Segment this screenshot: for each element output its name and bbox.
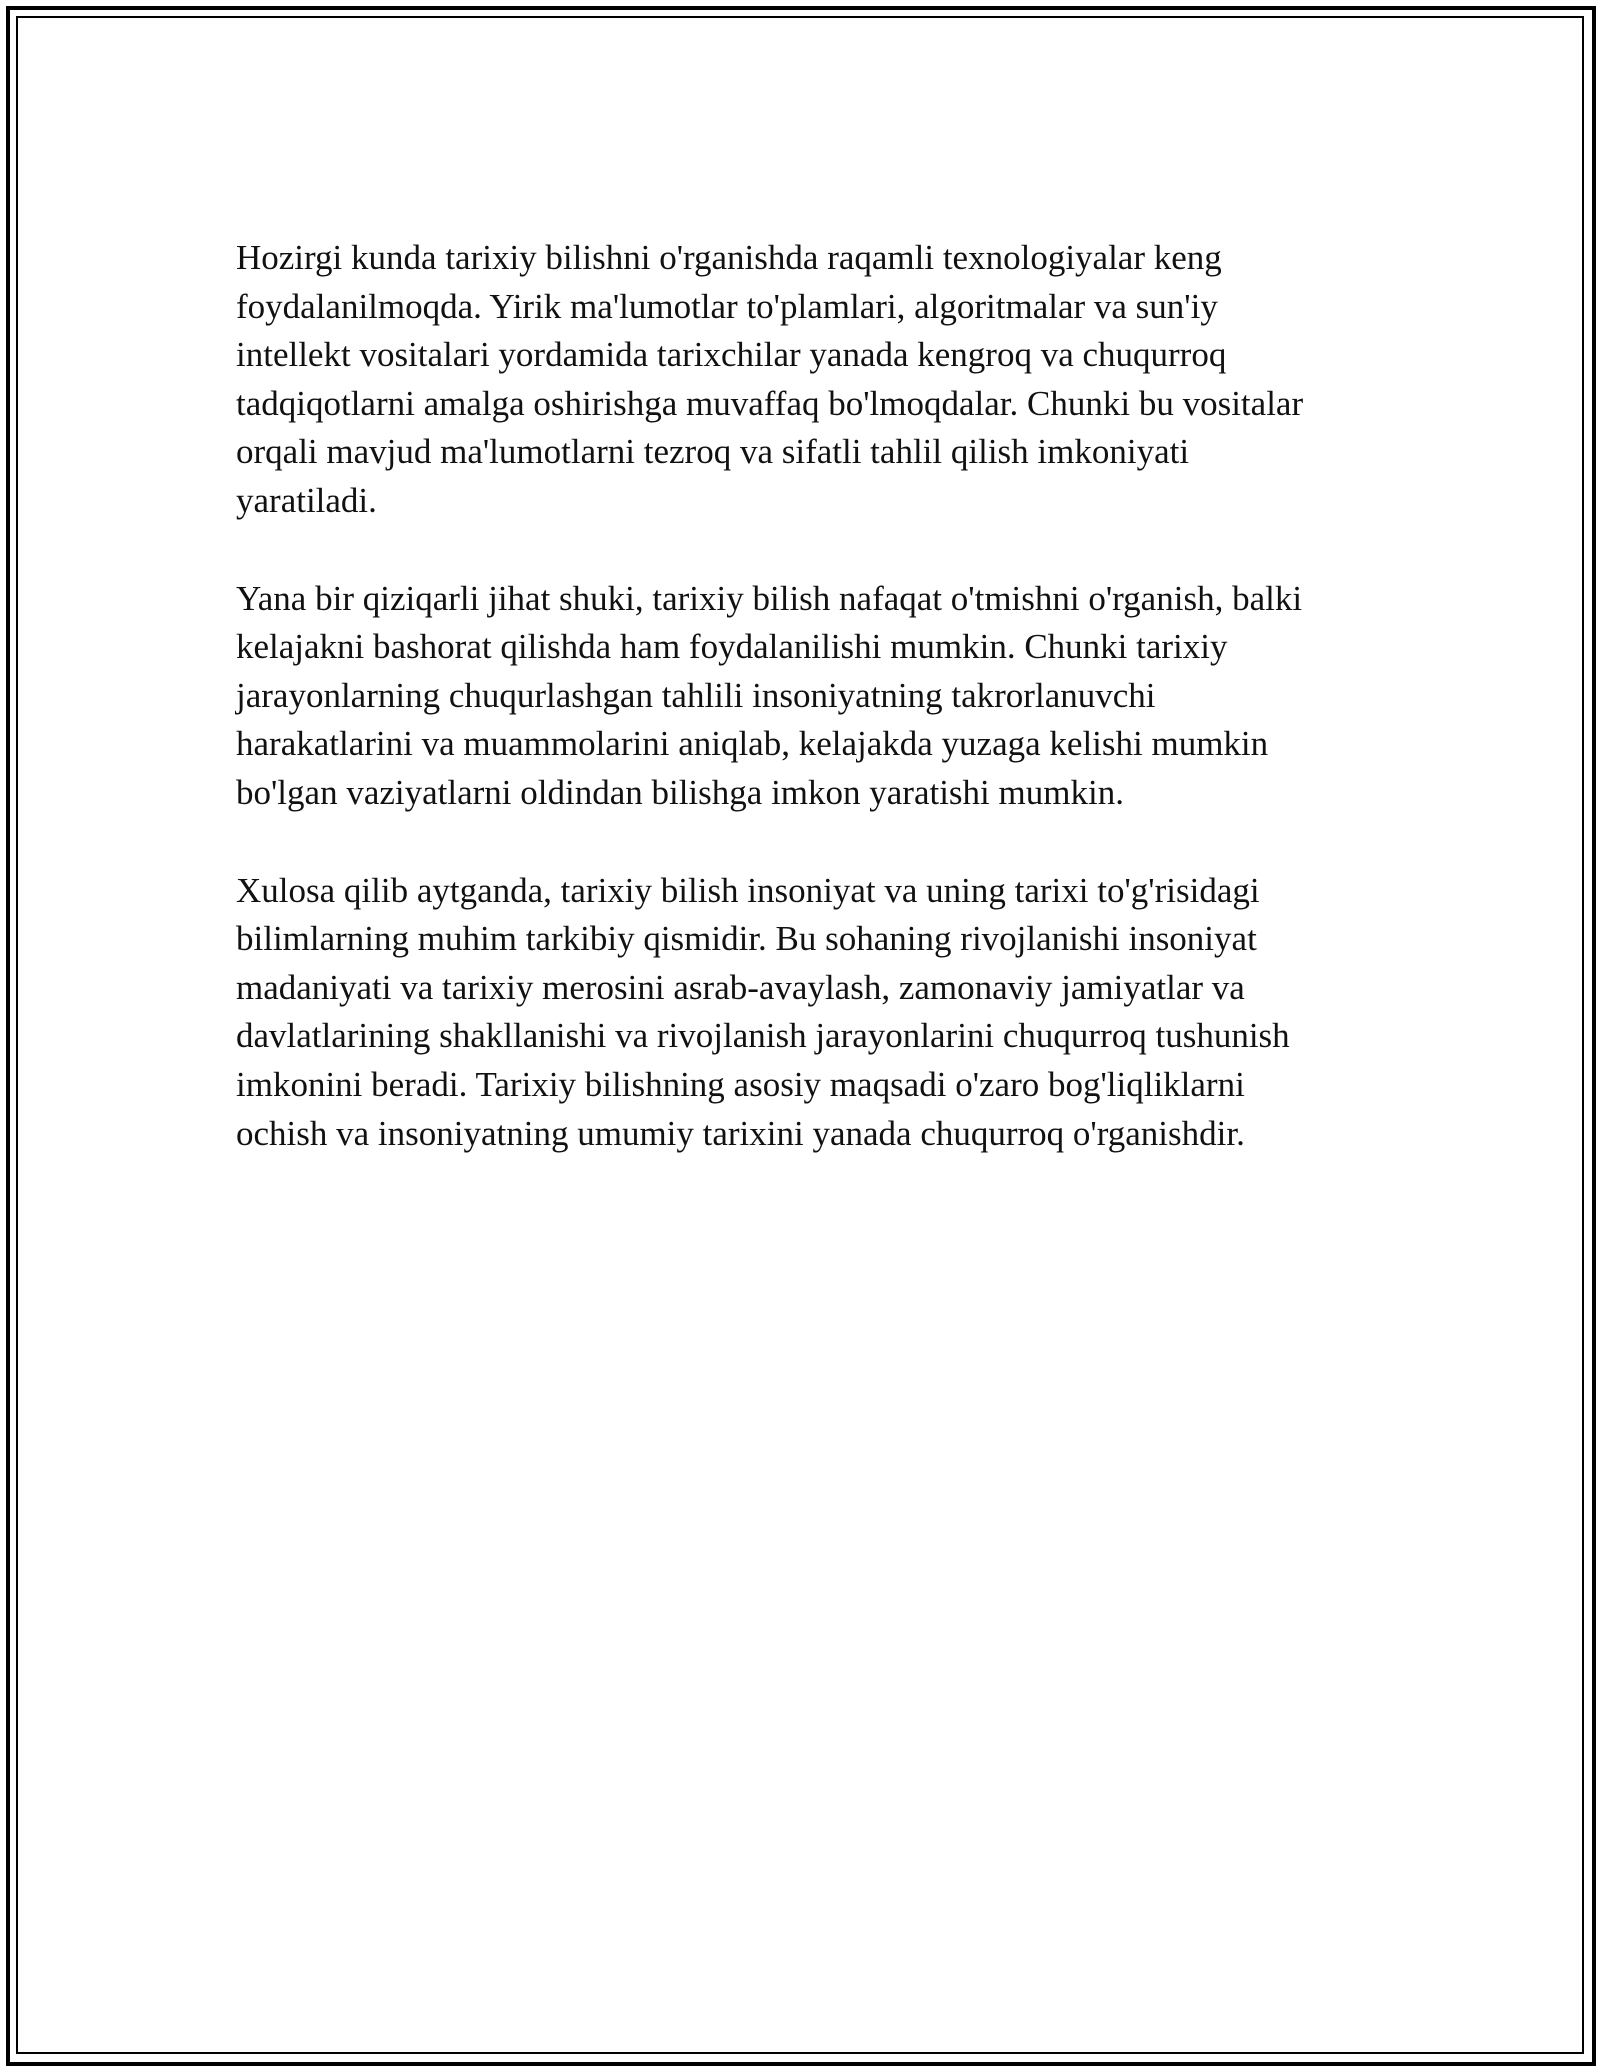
paragraph-line: foydalanilmoqda. Yirik ma'lumotlar to'plamlari, algoritmalar va sun'iy bbox=[236, 286, 1218, 326]
paragraph-2 bbox=[236, 575, 1386, 818]
paragraph-line: bilimlarning muhim tarkibiy qismidir. Bu sohaning rivojlanishi insoniyat bbox=[236, 919, 1257, 959]
paragraph-line: imkonini beradi. Tarixiy bilishning asosiy maqsadi o'zaro bog'liqliklarni bbox=[236, 1064, 1245, 1104]
paragraph-line: Hozirgi kunda tarixiy bilishni o'rganishda raqamli texnologiyalar keng bbox=[236, 238, 1222, 277]
paragraph-line: jarayonlarning chuqurlashgan tahlili insoniyatning takrorlanuvchi bbox=[236, 675, 1156, 715]
paragraph-line: Xulosa qilib aytganda, tarixiy bilish insoniyat va uning tarixi to'g'risidagi bbox=[236, 870, 1260, 910]
document-body bbox=[236, 234, 1386, 1207]
paragraph-line: harakatlarini va muammolarini aniqlab, kelajakda yuzaga kelishi mumkin bbox=[236, 724, 1269, 764]
paragraph-line: orqali mavjud ma'lumotlarni tezroq va sifatli tahlil qilish imkoniyati bbox=[236, 432, 1190, 472]
paragraph-line: Yana bir qiziqarli jihat shuki, tarixiy bilish nafaqat o'tmishni o'rganish, balki bbox=[236, 578, 1303, 618]
paragraph-line: kelajakni bashorat qilishda ham foydalanilishi mumkin. Chunki tarixiy bbox=[236, 627, 1228, 667]
paragraph-line: intellekt vositalari yordamida tarixchilar yanada kengroq va chuqurroq bbox=[236, 335, 1227, 375]
paragraph-line: yaratiladi. bbox=[236, 480, 377, 520]
paragraph-line: bo'lgan vaziyatlarni oldindan bilishga imkon yaratishi mumkin. bbox=[236, 772, 1124, 812]
paragraph-1 bbox=[236, 234, 1386, 526]
paragraph-line: ochish va insoniyatning umumiy tarixini yanada chuqurroq o'rganishdir. bbox=[236, 1113, 1245, 1153]
paragraph-3 bbox=[236, 867, 1386, 1159]
paragraph-line: madaniyati va tarixiy merosini asrab-avaylash, zamonaviy jamiyatlar va bbox=[236, 967, 1245, 1007]
paragraph-line: davlatlarining shakllanishi va rivojlanish jarayonlarini chuqurroq tushunish bbox=[236, 1016, 1290, 1056]
paragraph-line: tadqiqotlarni amalga oshirishga muvaffaq bo'lmoqdalar. Chunki bu vositalar bbox=[236, 383, 1304, 423]
